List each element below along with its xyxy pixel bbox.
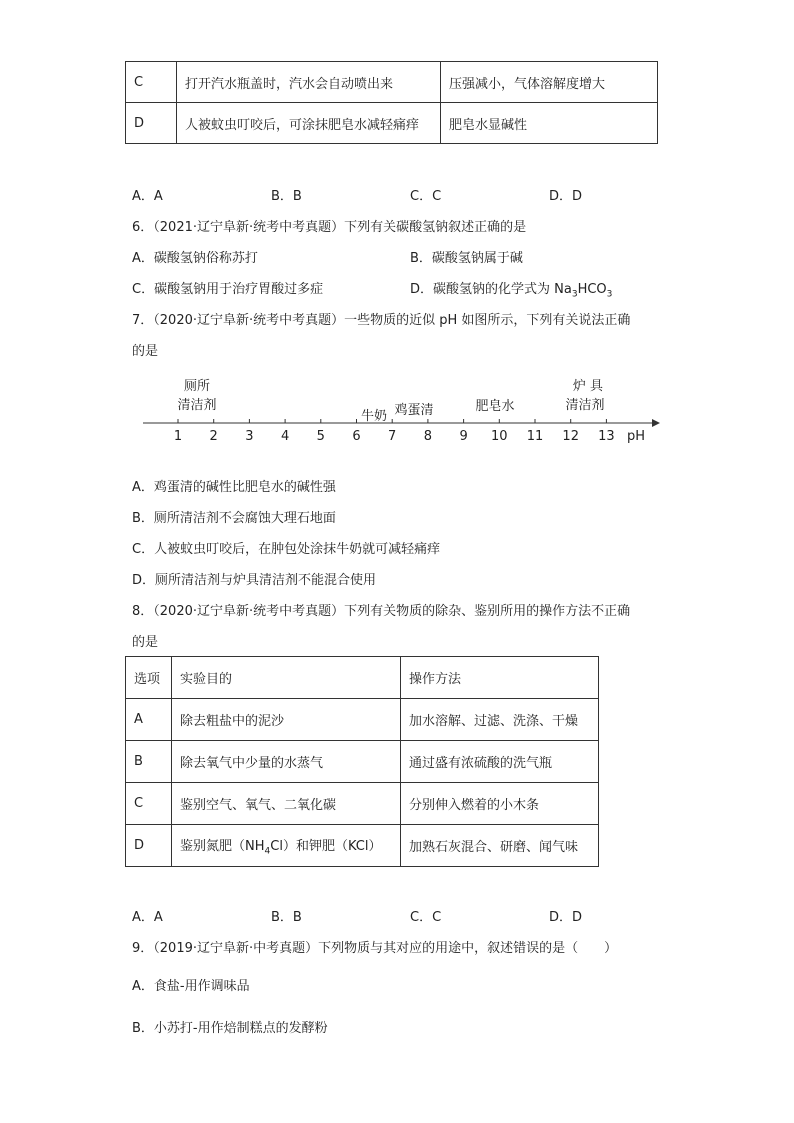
ph-tick-label: 8 [423,429,433,444]
header-cell: 选项 [126,657,172,699]
table-header-row [126,657,599,699]
table-cell: D [126,103,177,144]
table-cell: D [126,825,172,867]
ph-tick-label: 12 [562,429,579,444]
ph-tick-label: 3 [245,429,254,444]
table-cell: 通过盛有浓硫酸的洗气瓶 [401,741,599,783]
q9-option-b: B．小苏打-用作焙制糕点的发酵粉 [132,1021,328,1036]
ph-axis-arrow [652,419,660,427]
ph-tick-label: 11 [526,429,544,444]
table-q5-continuation [125,61,658,144]
table-row [126,783,599,825]
ph-tick-label: 2 [209,429,218,444]
table-cell: 打开汽水瓶盖时，汽水会自动喷出来 [177,62,441,103]
label-oven-cleaner-line1: 炉 具 [572,379,604,394]
q6-option-a: A．碳酸氢钠俗称苏打 [132,251,258,266]
ph-tick-label: 6 [352,429,361,444]
table-cell: 鉴别空气、氧气、二氧化碳 [172,783,401,825]
option-b: B．B [271,910,302,925]
ph-tick-label: 5 [316,429,325,444]
q6-d-suffix: HCO [577,282,607,297]
option-a: A．A [132,910,163,925]
table-row [126,825,599,867]
q9-stem: 9．（2019·辽宁阜新·中考真题）下列物质与其对应的用途中，叙述错误的是（ ） [132,941,618,956]
label-toilet-cleaner-line1: 厕所 [183,379,211,394]
table-cell: 分别伸入燃着的小木条 [401,783,599,825]
axis-label-ph: pH [627,429,646,444]
ph-tick-label: 7 [388,429,397,444]
table-cell: 加熟石灰混合、研磨、闻气味 [401,825,599,867]
label-milk: 牛奶 [360,409,388,424]
table-cell: B [126,741,172,783]
q8-d-purpose-b: Cl）和钾肥（KCl） [270,838,382,854]
ph-tick-label: 10 [491,429,508,444]
q7-stem-line2: 的是 [132,344,159,359]
ph-tick-label: 1 [173,429,183,444]
option-c: C．C [410,910,442,925]
q9-option-a: A．食盐-用作调味品 [132,979,250,994]
ph-tick-label: 9 [459,429,468,444]
header-cell: 操作方法 [401,657,599,699]
table-cell: A [126,699,172,741]
table-cell: 加水溶解、过滤、洗涤、干燥 [401,699,599,741]
table-row [126,699,599,741]
table-cell: C [126,783,172,825]
table-cell [172,825,401,867]
table-cell: 肥皂水显碱性 [441,103,658,144]
table-row [126,62,658,103]
q8-stem-line1: 8．（2020·辽宁阜新·统考中考真题）下列有关物质的除杂、鉴别所用的操作方法不正确 [132,604,631,619]
option-d: D．D [549,910,583,925]
q6-stem: 6．（2021·辽宁阜新·统考中考真题）下列有关碳酸氢钠叙述正确的是 [132,220,527,235]
option-d: D．D [549,189,583,204]
q8-stem-line2: 的是 [132,635,159,650]
ph-tick-label: 13 [598,429,615,444]
option-c: C．C [410,189,442,204]
q6-d-sub: 3 [571,289,578,300]
table-cell: 除去粗盐中的泥沙 [172,699,401,741]
q6-d-prefix: D．碳酸氢钠的化学式为 Na [410,282,572,297]
q7-option-c: C．人被蚊虫叮咬后，在肿包处涂抹牛奶就可减轻痛痒 [132,542,441,557]
q8-d-purpose-a: 鉴别氮肥（NH [180,838,265,854]
label-egg-white: 鸡蛋清 [394,403,434,418]
ph-scale-diagram [0,370,794,450]
table-row [126,103,658,144]
table-cell: 除去氧气中少量的水蒸气 [172,741,401,783]
q8-d-purpose-sub: 4 [264,846,271,857]
table-cell: 人被蚊虫叮咬后，可涂抹肥皂水减轻痛痒 [177,103,441,144]
q6-option-c: C．碳酸氢钠用于治疗胃酸过多症 [132,282,324,297]
q6-option-b: B．碳酸氢钠属于碱 [410,251,523,266]
ph-tick-label: 4 [280,429,290,444]
option-a: A．A [132,189,163,204]
option-b: B．B [271,189,302,204]
q7-stem-line1: 7．（2020·辽宁阜新·统考中考真题）一些物质的近似 pH 如图所示，下列有关说法正确 [132,313,631,328]
table-q8 [125,656,599,867]
table-row [126,741,599,783]
q7-option-d: D．厕所清洁剂与炉具清洁剂不能混合使用 [132,573,377,588]
q7-option-a: A．鸡蛋清的碱性比肥皂水的碱性强 [132,480,336,495]
q6-option-d [410,278,612,300]
q6-d-sub2: 3 [606,289,613,300]
label-soap-water: 肥皂水 [475,399,515,414]
table-cell: 压强减小，气体溶解度增大 [441,62,658,103]
label-oven-cleaner-line2: 清洁剂 [565,398,605,413]
q7-option-b: B．厕所清洁剂不会腐蚀大理石地面 [132,511,336,526]
label-toilet-cleaner-line2: 清洁剂 [177,398,217,413]
header-cell: 实验目的 [172,657,401,699]
table-cell: C [126,62,177,103]
